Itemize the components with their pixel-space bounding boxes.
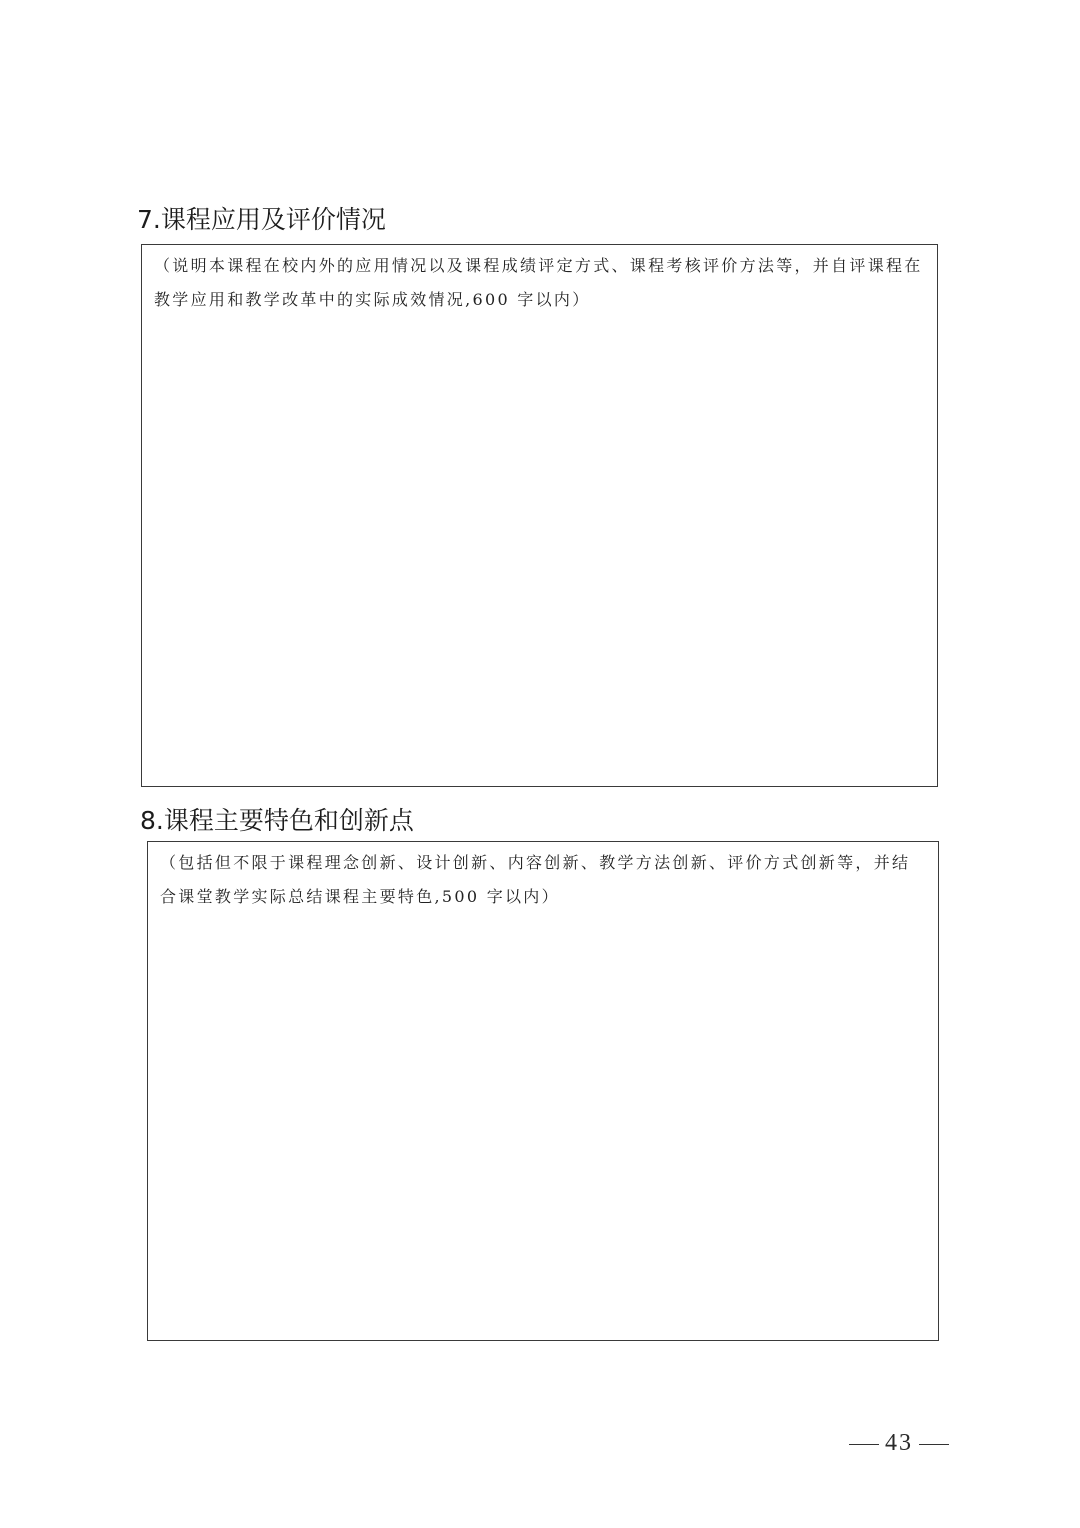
section-7-box [141, 244, 938, 787]
section-8-box [147, 841, 939, 1341]
section-7-instruction: （说明本课程在校内外的应用情况以及课程成绩评定方式、课程考核评价方法等，并自评课程在教学应用和教学改革中的实际成效情况,600 字以内） [154, 256, 923, 309]
section-8-instruction: （包括但不限于课程理念创新、设计创新、内容创新、教学方法创新、评价方式创新等，并结合课堂教学实际总结课程主要特色,500 字以内） [160, 853, 911, 906]
page-number-value: 43 [885, 1430, 913, 1456]
section-7-answer-area[interactable] [142, 325, 937, 786]
section-8-heading: 8.课程主要特色和创新点 [140, 806, 414, 835]
section-7-heading: 7.课程应用及评价情况 [137, 205, 386, 234]
page-number [843, 1430, 955, 1457]
page-number-right-dash [919, 1444, 949, 1446]
page-number-left-dash [849, 1444, 879, 1446]
section-8-answer-area[interactable] [148, 922, 938, 1340]
